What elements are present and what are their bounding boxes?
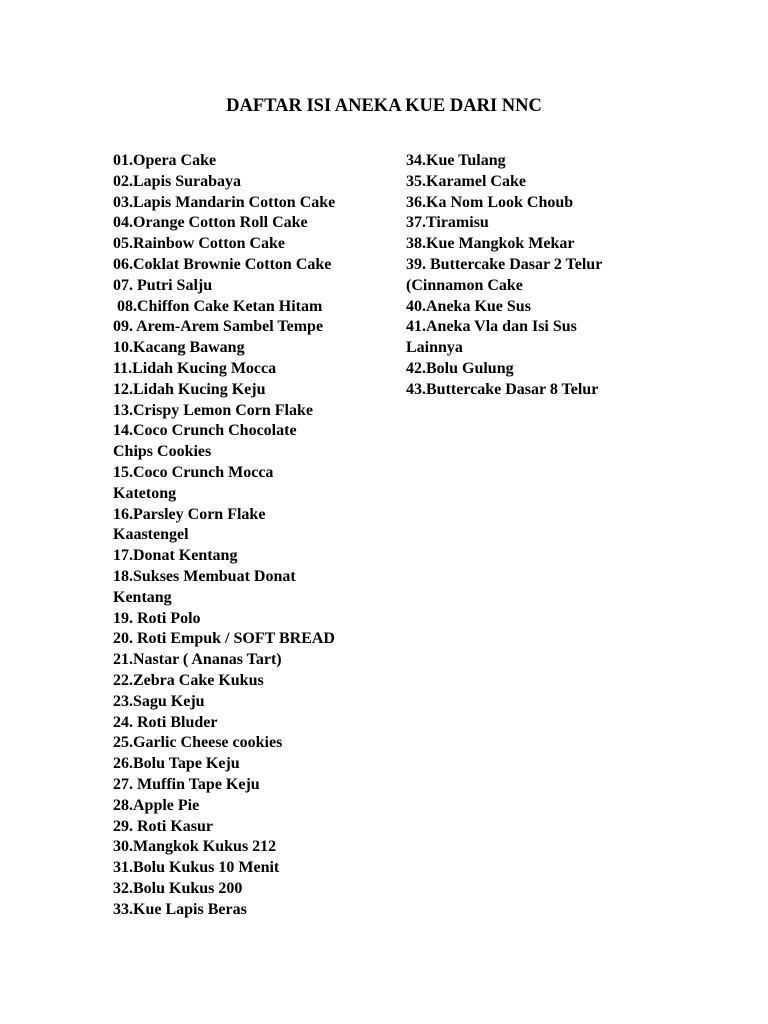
list-item: 31.Bolu Kukus 10 Menit [113,859,280,877]
list-item: 21.Nastar ( Ananas Tart) [113,651,282,669]
list-item: 30.Mangkok Kukus 212 [113,838,277,856]
list-item: 06.Coklat Brownie Cotton Cake [113,255,332,273]
list-item: 16.Parsley Corn Flake [113,505,266,523]
list-item: 22.Zebra Cake Kukus [113,671,264,689]
list-item: 01.Opera Cake [113,152,217,169]
list-item: 37.Tiramisu [406,214,489,232]
list-item: 17.Donat Kentang [113,547,238,565]
list-item: 36.Ka Nom Look Choub [406,193,574,211]
list-item: 39. Buttercake Dasar 2 Telur [406,255,603,273]
list-item: 19. Roti Polo [113,609,201,627]
list-item: Lainnya [406,339,463,357]
list-item: 04.Orange Cotton Roll Cake [113,214,308,232]
list-item: 43.Buttercake Dasar 8 Telur [406,380,599,398]
list-item: 05.Rainbow Cotton Cake [113,235,286,253]
page-title: DAFTAR ISI ANEKA KUE DARI NNC [226,96,542,116]
list-item: 33.Kue Lapis Beras [113,900,247,918]
list-item: 34.Kue Tulang [406,152,506,169]
list-item: 15.Coco Crunch Mocca [113,463,274,481]
list-item: 32.Bolu Kukus 200 [113,879,243,897]
list-item: 14.Coco Crunch Chocolate [113,422,297,440]
list-item: 24. Roti Bluder [113,713,218,731]
list-item: 09. Arem-Arem Sambel Tempe [113,318,324,336]
list-item: 20. Roti Empuk / SOFT BREAD [113,630,335,648]
list-item: 28.Apple Pie [113,796,200,814]
list-item: 27. Muffin Tape Keju [113,775,260,793]
list-item: 07. Putri Salju [113,276,213,294]
list-item: 23.Sagu Keju [113,692,205,710]
list-item: 42.Bolu Gulung [406,359,514,377]
contents-list-left [113,151,398,920]
list-item: 29. Roti Kasur [113,817,213,835]
list-item: 02.Lapis Surabaya [113,172,242,190]
list-item: 26.Bolu Tape Keju [113,755,240,773]
list-item: Katetong [113,484,177,502]
list-item: (Cinnamon Cake [406,276,523,294]
list-item: 12.Lidah Kucing Keju [113,380,266,398]
list-item: Kaastengel [113,526,189,544]
list-item: 18.Sukses Membuat Donat [113,567,296,585]
list-item: Kentang [113,588,172,606]
list-item: Chips Cookies [113,443,212,461]
list-item: 25.Garlic Cheese cookies [113,734,283,752]
list-item: 13.Crispy Lemon Corn Flake [113,401,313,419]
list-item: 35.Karamel Cake [406,172,526,190]
list-item: 11.Lidah Kucing Mocca [113,359,277,377]
list-item: 10.Kacang Bawang [113,339,245,357]
list-item: 41.Aneka Vla dan Isi Sus [406,318,577,336]
list-item: 03.Lapis Mandarin Cotton Cake [113,193,336,211]
list-item: 38.Kue Mangkok Mekar [406,235,575,253]
list-item: 40.Aneka Kue Sus [406,297,531,315]
contents-list-right [406,151,666,401]
list-item: 08.Chiffon Cake Ketan Hitam [113,297,323,315]
